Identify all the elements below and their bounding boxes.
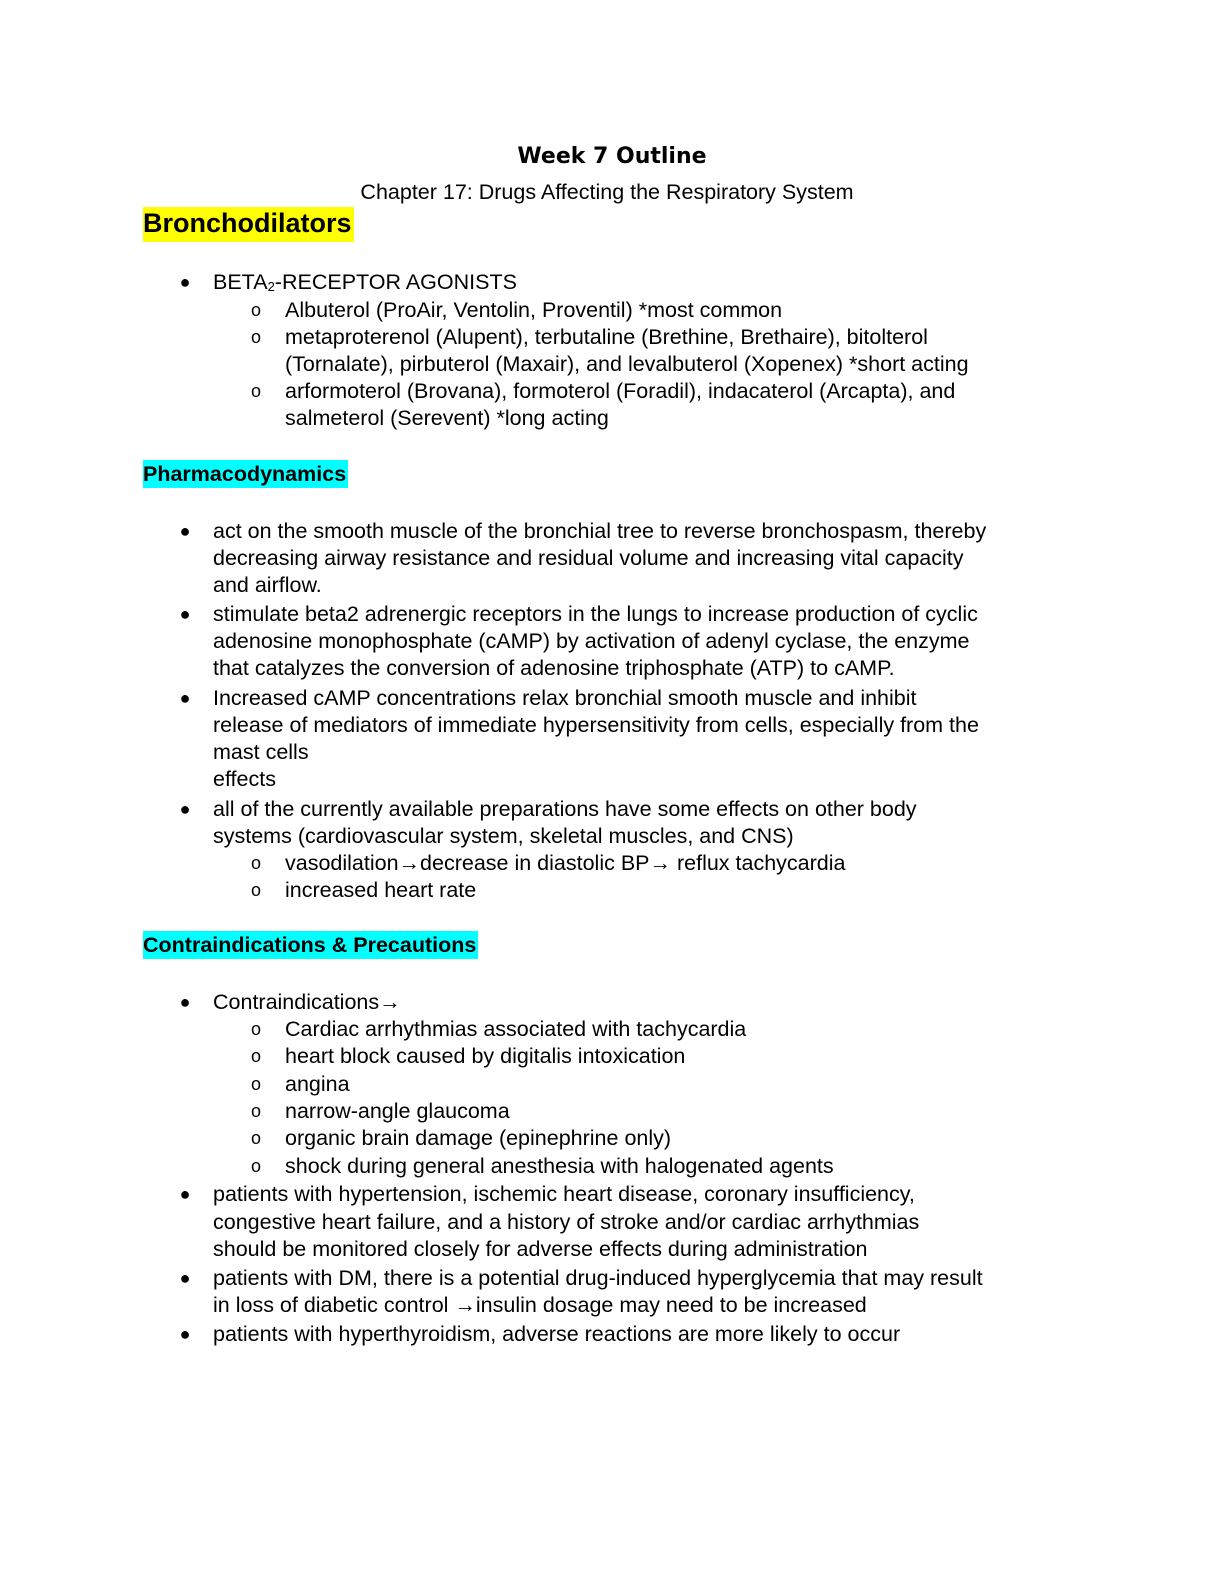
list-item-continuation: systems (cardiovascular system, skeletal muscles, and CNS) [213, 824, 794, 848]
list-item: narrow-angle glaucoma [285, 1099, 510, 1123]
beta-label-rest: -RECEPTOR AGONISTS [274, 270, 517, 294]
circle-bullet-icon: o [250, 300, 261, 320]
beta-subscript: 2 [267, 279, 275, 294]
document-title: Week 7 Outline [517, 144, 707, 169]
circle-bullet-icon: o [250, 381, 261, 401]
bullet-icon: ● [179, 799, 191, 819]
list-item-continuation: in loss of diabetic control →insulin dosage may need to be increased [213, 1293, 867, 1317]
list-item: all of the currently available preparations have some effects on other body [213, 797, 917, 821]
list-item: Cardiac arrhythmias associated with tachycardia [285, 1017, 747, 1041]
heading-contraindications: Contraindications & Precautions [143, 933, 477, 957]
list-item-continuation: effects [213, 767, 276, 791]
bullet-icon: ● [179, 604, 191, 624]
list-item: patients with DM, there is a potential drug-induced hyperglycemia that may result [213, 1266, 983, 1290]
list-item-continuation: should be monitored closely for adverse effects during administration [213, 1237, 868, 1261]
circle-bullet-icon: o [250, 327, 261, 347]
list-item-continuation: and airflow. [213, 573, 322, 597]
bullet-icon: ● [179, 992, 191, 1012]
list-item: angina [285, 1072, 350, 1096]
list-item: stimulate beta2 adrenergic receptors in the lungs to increase production of cyclic [213, 602, 978, 626]
heading-bronchodilators: Bronchodilators [143, 207, 354, 242]
circle-bullet-icon: o [250, 880, 261, 900]
list-item-continuation: decreasing airway resistance and residual volume and increasing vital capacity [213, 546, 964, 570]
circle-bullet-icon: o [250, 1074, 261, 1094]
heading-pharmacodynamics: Pharmacodynamics [143, 462, 347, 486]
bullet-icon: ● [179, 272, 191, 292]
list-item: patients with hypertension, ischemic heart disease, coronary insufficiency, [213, 1182, 915, 1206]
bullet-icon: ● [179, 1184, 191, 1204]
circle-bullet-icon: o [250, 1101, 261, 1121]
list-item: heart block caused by digitalis intoxication [285, 1044, 686, 1068]
bullet-icon: ● [179, 521, 191, 541]
list-item-continuation: mast cells [213, 740, 309, 764]
list-item: vasodilation→decrease in diastolic BP→ reflux tachycardia [285, 851, 846, 875]
bullet-icon: ● [179, 1268, 191, 1288]
list-item: shock during general anesthesia with halogenated agents [285, 1154, 834, 1178]
list-item: arformoterol (Brovana), formoterol (Foradil), indacaterol (Arcapta), and [285, 379, 956, 403]
list-item: Contraindications→ [213, 990, 401, 1014]
bullet-icon: ● [179, 688, 191, 708]
list-item-beta2-agonists [213, 269, 517, 300]
list-item-continuation: release of mediators of immediate hypersensitivity from cells, especially from the [213, 713, 979, 737]
list-item: Increased cAMP concentrations relax bronchial smooth muscle and inhibit [213, 686, 917, 710]
circle-bullet-icon: o [250, 1046, 261, 1066]
list-item: patients with hyperthyroidism, adverse reactions are more likely to occur [213, 1322, 901, 1346]
list-item: increased heart rate [285, 878, 477, 902]
circle-bullet-icon: o [250, 853, 261, 873]
list-item: metaproterenol (Alupent), terbutaline (Brethine, Brethaire), bitolterol [285, 325, 928, 349]
list-item: Albuterol (ProAir, Ventolin, Proventil) *most common [285, 298, 783, 322]
circle-bullet-icon: o [250, 1128, 261, 1148]
circle-bullet-icon: o [250, 1019, 261, 1039]
list-item-continuation: that catalyzes the conversion of adenosine triphosphate (ATP) to cAMP. [213, 656, 895, 680]
circle-bullet-icon: o [250, 1156, 261, 1176]
chapter-subtitle: Chapter 17: Drugs Affecting the Respiratory System [360, 180, 854, 204]
list-item-continuation: salmeterol (Serevent) *long acting [285, 406, 609, 430]
list-item-continuation: (Tornalate), pirbuterol (Maxair), and levalbuterol (Xopenex) *short acting [285, 352, 969, 376]
bullet-icon: ● [179, 1324, 191, 1344]
list-item-continuation: congestive heart failure, and a history of stroke and/or cardiac arrhythmias [213, 1210, 920, 1234]
beta-label: BETA [213, 270, 268, 294]
list-item: organic brain damage (epinephrine only) [285, 1126, 672, 1150]
list-item: act on the smooth muscle of the bronchial tree to reverse bronchospasm, thereby [213, 519, 987, 543]
list-item-continuation: adenosine monophosphate (cAMP) by activation of adenyl cyclase, the enzyme [213, 629, 970, 653]
